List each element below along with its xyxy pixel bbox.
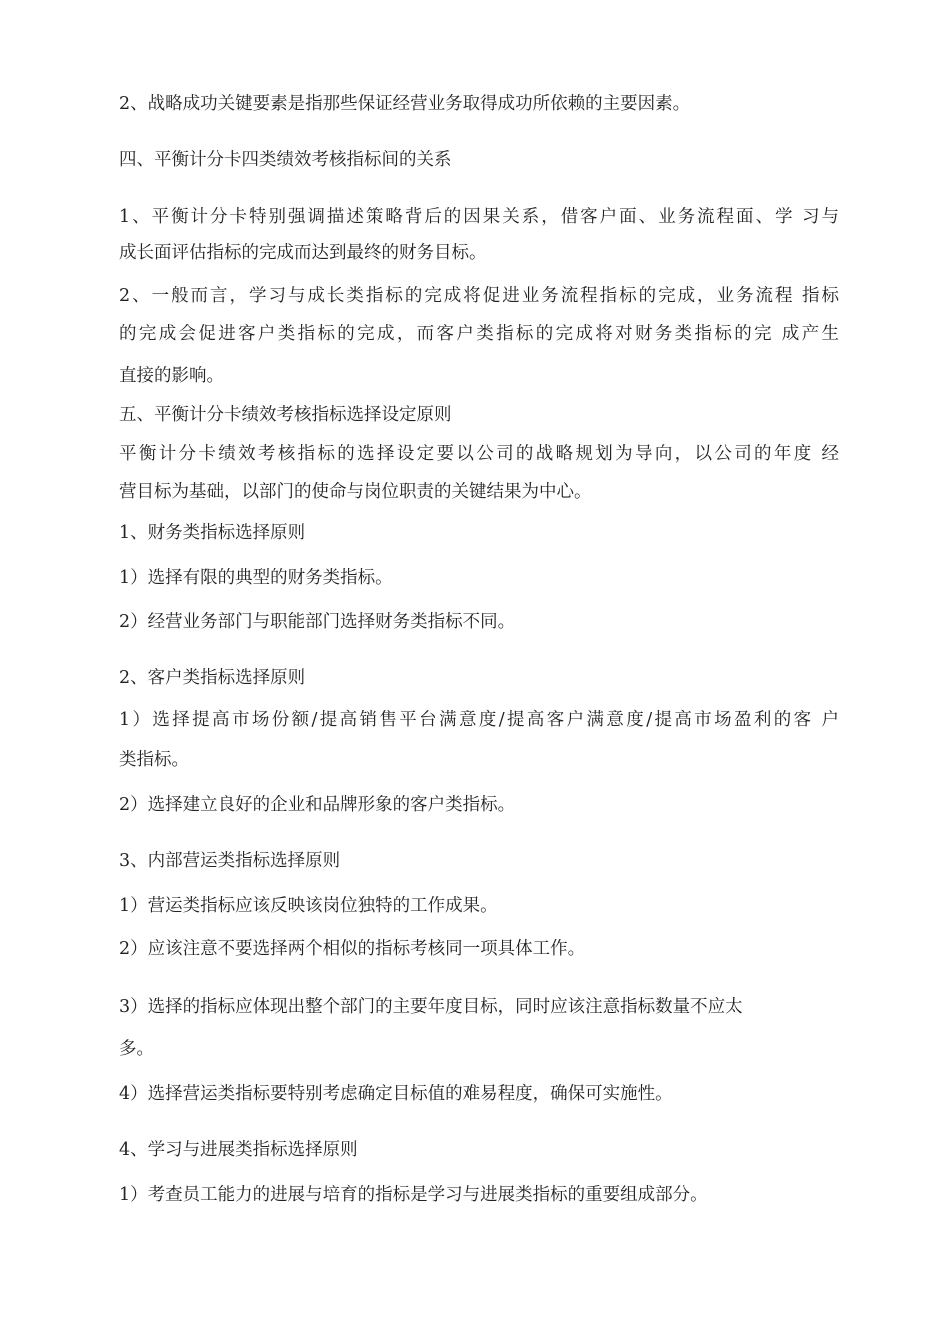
paragraph-line: 营目标为基础，以部门的使命与岗位职责的关键结果为中心。 — [119, 482, 592, 502]
section-heading: 四、平衡计分卡四类绩效考核指标间的关系 — [119, 150, 452, 170]
list-item: 1）选择提高市场份额/提高销售平台满意度/提高客户满意度/提高市场盈利的客 户 — [119, 710, 839, 730]
list-item: 多。 — [119, 1039, 154, 1059]
list-item: 1）营运类指标应该反映该岗位独特的工作成果。 — [119, 896, 498, 916]
subsection-heading: 3、内部营运类指标选择原则 — [119, 851, 341, 871]
paragraph-line: 成长面评估指标的完成而达到最终的财务目标。 — [119, 243, 487, 263]
paragraph-line: 2、一般而言，学习与成长类指标的完成将促进业务流程指标的完成，业务流程 指标 — [119, 286, 839, 306]
list-item: 4）选择营运类指标要特别考虑确定目标值的难易程度，确保可实施性。 — [119, 1084, 673, 1104]
list-item: 1）考查员工能力的进展与培育的指标是学习与进展类指标的重要组成部分。 — [119, 1185, 708, 1205]
subsection-heading: 2、客户类指标选择原则 — [119, 668, 306, 688]
list-item: 2）应该注意不要选择两个相似的指标考核同一项具体工作。 — [119, 939, 586, 959]
paragraph-line: 直接的影响。 — [119, 366, 224, 386]
paragraph-line: 1、平衡计分卡特别强调描述策略背后的因果关系，借客户面、业务流程面、学 习与 — [119, 207, 839, 227]
section-heading: 五、平衡计分卡绩效考核指标选择设定原则 — [119, 405, 452, 425]
list-item: 类指标。 — [119, 750, 189, 770]
list-item: 2）选择建立良好的企业和品牌形象的客户类指标。 — [119, 795, 516, 815]
list-item: 3）选择的指标应体现出整个部门的主要年度目标，同时应该注意指标数量不应太 — [119, 997, 743, 1017]
subsection-heading: 4、学习与进展类指标选择原则 — [119, 1140, 358, 1160]
paragraph-line: 的完成会促进客户类指标的完成，而客户类指标的完成将对财务类指标的完 成产生 — [119, 324, 839, 344]
paragraph-line: 平衡计分卡绩效考核指标的选择设定要以公司的战略规划为导向，以公司的年度 经 — [119, 444, 839, 464]
subsection-heading: 1、财务类指标选择原则 — [119, 523, 306, 543]
list-item: 2）经营业务部门与职能部门选择财务类指标不同。 — [119, 612, 516, 632]
paragraph-line: 2、战略成功关键要素是指那些保证经营业务取得成功所依赖的主要因素。 — [119, 94, 691, 114]
list-item: 1）选择有限的典型的财务类指标。 — [119, 568, 393, 588]
